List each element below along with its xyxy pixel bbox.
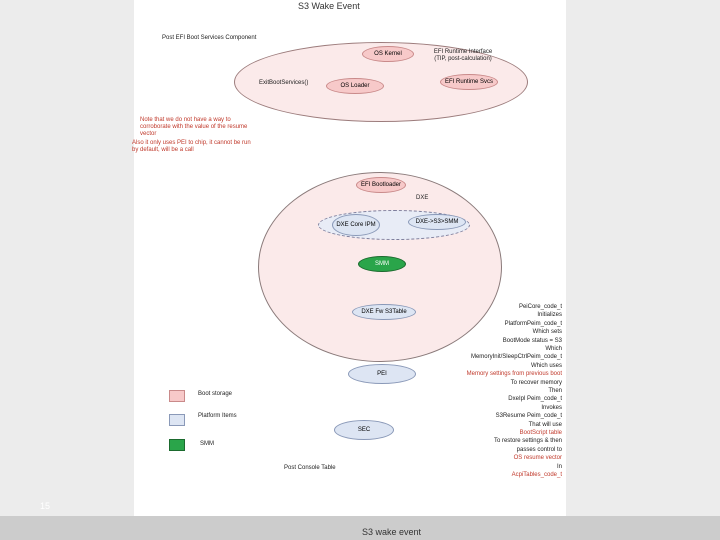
- os-kernel-node: OS Kernel: [362, 46, 414, 62]
- legend-label-smm: SMM: [200, 441, 214, 447]
- flow-line: PlatformPeim_code_t: [504, 320, 562, 327]
- flow-line: Which sets: [532, 329, 562, 336]
- components-label: Post EFI Boot Services Component: [162, 35, 257, 41]
- slide-number: 15: [40, 501, 51, 511]
- flow-line: DxeIpl Peim_code_t: [508, 396, 562, 403]
- sec-node: SEC: [334, 420, 394, 440]
- exit-boot-services-label: ExitBootServices(): [259, 80, 309, 86]
- flow-line: PeiCore_code_t: [518, 304, 562, 310]
- flow-line: Then: [548, 388, 562, 394]
- efi-runtime-svcs-node: EFI Runtime Svcs: [440, 74, 498, 90]
- pei-node: PEI: [348, 364, 416, 384]
- os-loader-node: OS Loader: [326, 78, 384, 94]
- left-margin: [0, 0, 134, 540]
- note-1: Note that we do not have a way to corroborate with the value of the resume vector: [140, 117, 248, 137]
- dxe-label: DXE: [416, 195, 429, 201]
- flow-line: MemoryInit/SleepCtrlPeim_code_t: [470, 354, 562, 361]
- flow-line: S3Resume Peim_code_t: [495, 413, 562, 420]
- flow-line: Invokes: [541, 404, 562, 411]
- bottom-band: [0, 516, 720, 540]
- right-margin: [566, 0, 720, 540]
- flow-line: AcpiTables_code_t: [511, 472, 562, 478]
- efi-runtime-note: EFI Runtime Interface (TIP, post-calculation): [433, 49, 493, 62]
- flow-line: passes control to: [516, 446, 562, 453]
- title-top: S3 Wake Event: [298, 1, 360, 11]
- flow-line: Which: [545, 346, 562, 352]
- flow-line: To restore settings & then: [493, 438, 562, 445]
- flow-line: To recover memory: [510, 379, 562, 386]
- smm-node: SMM: [358, 256, 406, 272]
- legend-label-boot-storage: Boot storage: [198, 391, 233, 397]
- legend-swatch-boot-storage: [169, 390, 185, 402]
- dxe-smm-node: DXE->S3>SMM: [408, 214, 466, 230]
- flow-line: Memory settings from previous boot: [466, 371, 562, 378]
- efi-bootloader-node: EFI Bootloader: [356, 177, 406, 193]
- note-2: Also it only uses PEI to chip, it cannot be run by default, will be a call: [132, 140, 251, 153]
- flow-line: Initializes: [537, 312, 562, 319]
- title-bottom: S3 wake event: [362, 527, 422, 537]
- legend-footer: Post Console Table: [284, 465, 336, 471]
- flow-line: BootScript table: [519, 430, 562, 436]
- legend-label-platform: Platform Items: [198, 413, 237, 419]
- flow-line: BootMode status = S3: [502, 337, 562, 344]
- flow-line: That will use: [528, 421, 562, 428]
- flow-line: OS resume vector: [513, 455, 562, 462]
- dxe-core-ipm-node: DXE Core IPM: [332, 214, 380, 236]
- legend-swatch-smm: [169, 439, 185, 451]
- flow-line: Which uses: [530, 362, 562, 369]
- legend-swatch-platform: [169, 414, 185, 426]
- dxe-s3-table-node: DXE Fw S3Table: [352, 304, 416, 320]
- flow-line: In: [556, 463, 562, 470]
